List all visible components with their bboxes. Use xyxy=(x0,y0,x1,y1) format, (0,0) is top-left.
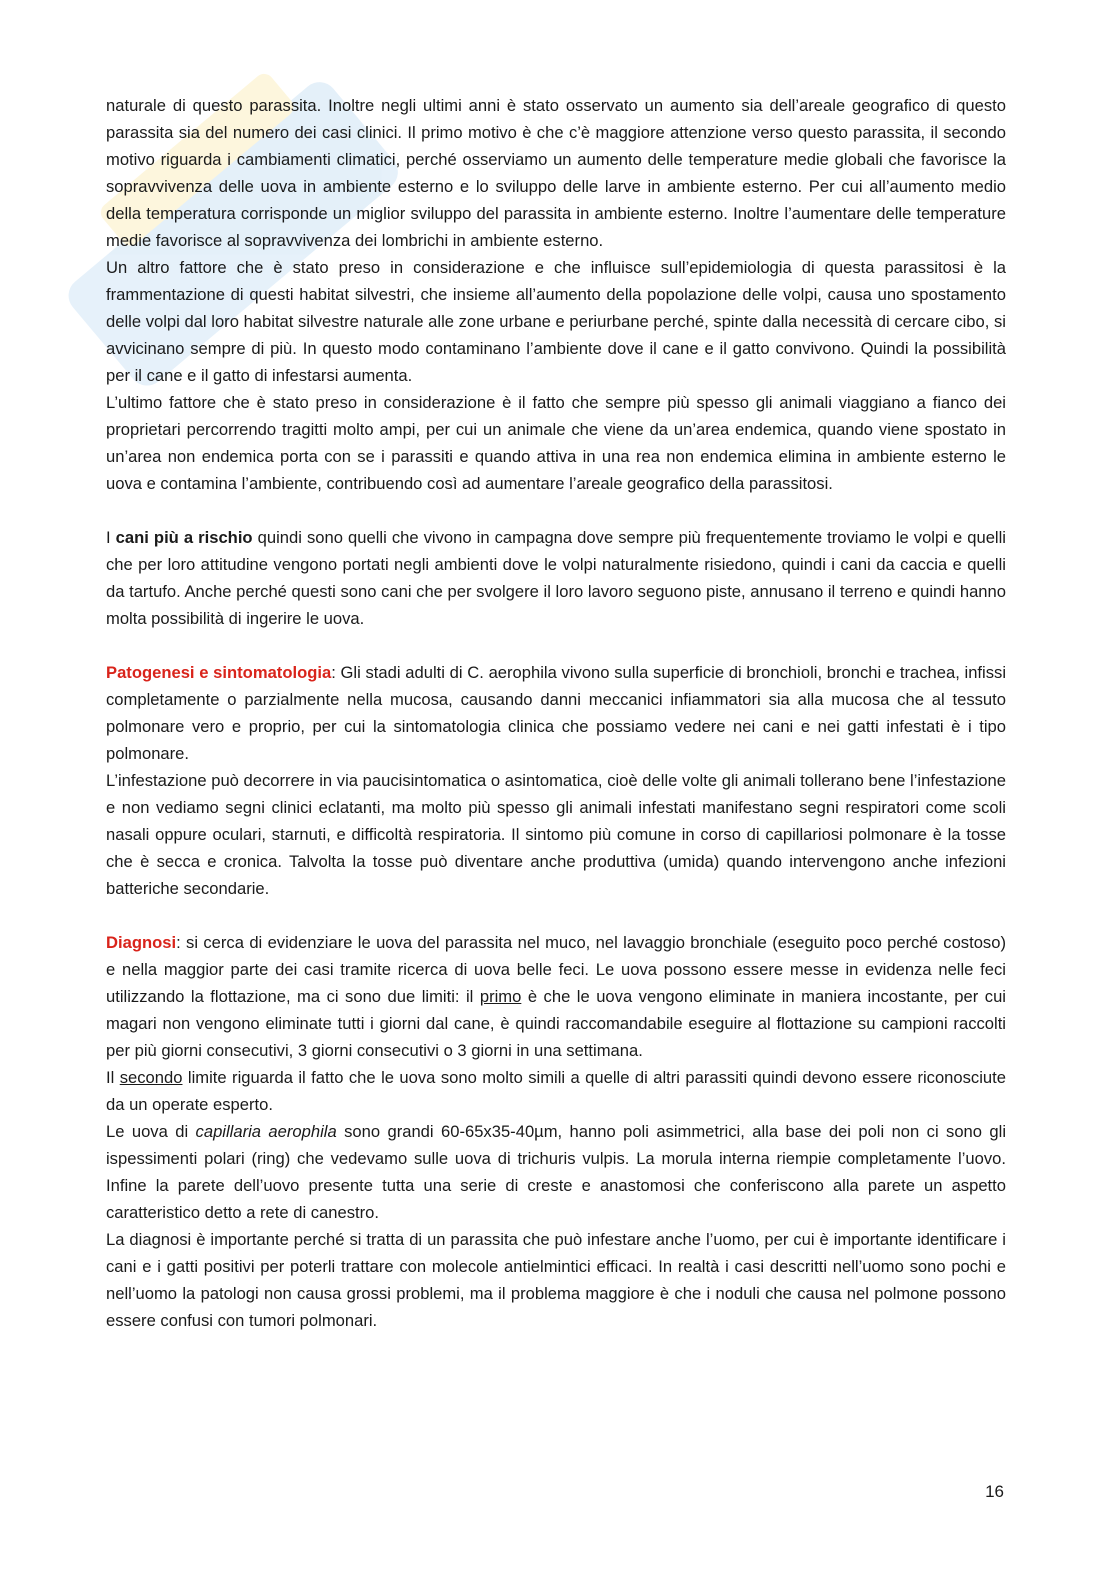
paragraph-diagnosis-importance: La diagnosi è importante perché si tratta di un parassita che può infestare anche l’uomo, per cui è importante identificare i cani e i gatti positivi per poterli trattare con molecole antielmintici efficaci. In realtà i casi descritti nell’uomo sono pochi e nell’uomo la patologi non causa grossi problemi, ma il problema maggiore è che i noduli che causa nel polmone possono essere confusi con tumori polmonari. xyxy=(106,1230,1006,1330)
document-body xyxy=(106,92,1006,1334)
paragraph-epidemiology: naturale di questo parassita. Inoltre negli ultimi anni è stato osservato un aumento sia dell’areale geografico di questo parassita sia del numero dei casi clinici. Il primo motivo è che c’è maggiore attenzione verso questo parassita, il secondo motivo riguarda i cambiamenti climatici, perché osserviamo un aumento delle temperature medie globali che favorisce la sopravvivenza delle uova in ambiente esterno e lo sviluppo delle larve in ambiente esterno. Per cui all’aumento medio della temperatura corrisponde un miglior sviluppo del parassita in ambiente esterno. Inoltre l’aumentare delle temperature medie favorisce al sopravvivenza dei lombrichi in ambiente esterno. xyxy=(106,96,1006,250)
underline-primo: primo xyxy=(479,987,522,1006)
paragraph-habitat-fragmentation: Un altro fattore che è stato preso in considerazione e che influisce sull’epidemiologia di questa parassitosi è la frammentazione di questi habitat silvestri, che insieme all’aumento della popolazione delle volpi, causa uno spostamento delle volpi dal loro habitat silvestre naturale alle zone urbane e periurbane perché, spinte dalla necessità di cercare cibo, si avvicinano sempre di più. In questo modo contaminano l’ambiente dove il cane e il gatto convivono. Quindi la possibilità per il cane e il gatto di infestarsi aumenta. xyxy=(106,258,1006,385)
paragraph-diagnosis: Diagnosi: si cerca di evidenziare le uova del parassita nel muco, nel lavaggio bronchiale (eseguito poco perché costoso) e nella maggior parte dei casi tramite ricerca di uova belle feci. Le uova possono essere messe in evidenza nelle feci utilizzando la flottazione, ma ci sono due limiti: il primo è che le uova vengono eliminate in maniera incostante, per cui magari non vengono eliminate tutti i giorni dal cane, è quindi raccomandabile eseguire al flottazione su campioni raccolti per più giorni consecutivi, 3 giorni consecutivi o 3 giorni in una settimana. xyxy=(106,933,1006,1060)
page-number: 16 xyxy=(985,1482,1004,1501)
paragraph-risk-dogs: I cani più a rischio quindi sono quelli che vivono in campagna dove sempre più frequentemente troviamo le volpi e quelli che per loro attitudine vengono portati negli ambienti dove le volpi naturalmente risiedono, quindi i cani da caccia e quelli da tartufo. Anche perché questi sono cani che per svolgere il loro lavoro seguono piste, annusano il terreno e quindi hanno molta possibilità di ingerire le uova. xyxy=(106,528,1006,628)
paragraph-symptoms: L’infestazione può decorrere in via paucisintomatica o asintomatica, cioè delle volte gli animali tollerano bene l’infestazione e non vediamo segni clinici eclatanti, ma molto più spesso gli animali infestati manifestano segni respiratori come scoli nasali oppure oculari, starnuti, e difficoltà respiratoria. Il sintomo più comune in corso di capillariosi polmonare è la tosse che è secca e cronica. Talvolta la tosse può diventare anche produttiva (umida) quando intervengono anche infezioni batteriche secondarie. xyxy=(106,771,1006,898)
bold-risk-dogs: cani più a rischio xyxy=(115,528,253,547)
heading-pathogenesis: Patogenesi e sintomatologia xyxy=(106,663,332,682)
paragraph-pathogenesis: Patogenesi e sintomatologia: Gli stadi adulti di C. aerophila vivono sulla superficie di bronchioli, bronchi e trachea, infissi completamente o parzialmente nella mucosa, causando danni meccanici infiammatori sia alla mucosa che al tessuto polmonare vero e proprio, per cui la sintomatologia clinica che possiamo vedere nei cani e nei gatti infestati è i tipo polmonare. xyxy=(106,663,1007,763)
underline-secondo: secondo xyxy=(119,1068,183,1087)
paragraph-second-limit: Il secondo limite riguarda il fatto che le uova sono molto simili a quelle di altri parassiti quindi devono essere riconosciute da un operate esperto. xyxy=(106,1068,1006,1114)
italic-species: capillaria aerophila xyxy=(195,1122,337,1141)
paragraph-eggs: Le uova di capillaria aerophila sono grandi 60-65x35-40µm, hanno poli asimmetrici, alla base dei poli non ci sono gli ispessimenti polari (ring) che vedevamo sulle uova di trichuris vulpis. La morula interna riempie completamente l’uovo. Infine la parete dell’uovo presente tutta una serie di creste e anastomosi che conferiscono alla parete un aspetto caratteristico detto a rete di canestro. xyxy=(106,1122,1007,1222)
paragraph-travel-factor: L’ultimo fattore che è stato preso in considerazione è il fatto che sempre più spesso gli animali viaggiano a fianco dei proprietari percorrendo tragitti molto ampi, per cui un animale che viene da un’area endemica, quando viene spostato in un’area non endemica porta con se i parassiti e quando attiva in una rea non endemica elimina in ambiente esterno le uova e contamina l’ambiente, contribuendo così ad aumentare l’areale geografico della parassitosi. xyxy=(106,393,1006,493)
heading-diagnosis: Diagnosi xyxy=(106,933,177,952)
